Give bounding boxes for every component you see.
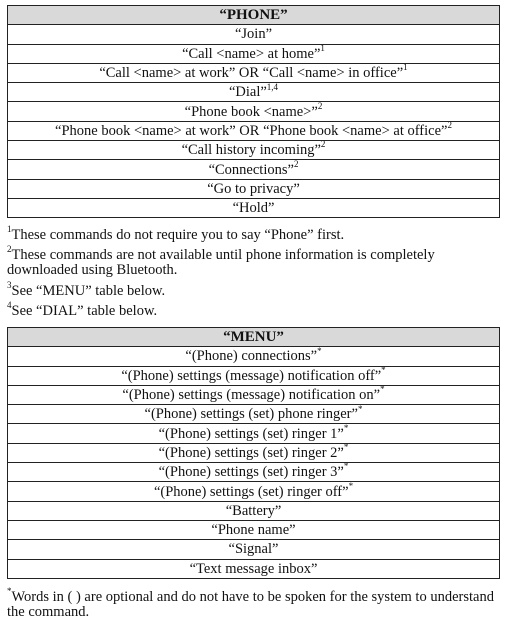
table-row: [8, 160, 500, 179]
menu-commands-table: [7, 327, 500, 579]
table-row: [8, 63, 500, 82]
command-text: “Signal”: [228, 541, 279, 558]
command-cell: [8, 443, 500, 462]
table-row: [8, 102, 500, 121]
command-text: “Phone name”: [211, 522, 296, 539]
command-text: “Call <name> at home”: [182, 45, 321, 62]
command-cell: [8, 179, 500, 198]
menu-table-header: “MENU”: [8, 328, 500, 347]
footnote-ref: 2: [447, 121, 452, 131]
menu-footnote: [7, 586, 502, 620]
command-cell: [8, 520, 500, 539]
table-row: [8, 501, 500, 520]
table-header-row: [8, 6, 500, 25]
command-text: “Text message inbox”: [189, 560, 318, 577]
footnote-ref: *: [348, 481, 354, 491]
command-text: “Dial”: [228, 84, 267, 101]
command-text: “(Phone) settings (set) ringer 2”: [158, 444, 344, 461]
table-row: [8, 424, 500, 443]
table-row: [8, 44, 500, 63]
command-text: “Go to privacy”: [207, 180, 300, 197]
phone-table-header: “PHONE”: [8, 6, 500, 25]
command-cell: [8, 424, 500, 443]
table-row: [8, 141, 500, 160]
footnote-ref: *: [343, 462, 349, 472]
command-text: “Phone book <name> at work” OR “Phone book <name> at office”: [55, 122, 448, 139]
command-text: “Phone book <name>”: [184, 103, 318, 120]
footnote-text: See “MENU” table below.: [11, 283, 166, 299]
table-header-row: [8, 328, 500, 347]
footnote-text: Words in ( ) are optional and do not have to be spoken for the system to understand the command.: [7, 589, 494, 620]
command-cell: [8, 482, 500, 501]
footnote-mark: 4: [7, 300, 12, 311]
footnote-ref: *: [380, 385, 385, 395]
command-text: “Call history incoming”: [181, 142, 321, 159]
footnote-ref: 2: [293, 159, 299, 169]
command-cell: [8, 405, 500, 424]
command-cell: [8, 385, 500, 404]
command-cell: [8, 160, 500, 179]
table-row: [8, 198, 500, 217]
table-row: [8, 366, 500, 385]
command-cell: [8, 540, 500, 559]
footnote-ref: *: [343, 443, 349, 453]
table-row: [8, 121, 500, 140]
footnote-1: [7, 224, 502, 243]
table-row: [8, 179, 500, 198]
footnote-3: [7, 280, 502, 299]
command-text: “(Phone) settings (message) notification on”: [122, 387, 381, 404]
command-text: “Connections”: [208, 161, 294, 178]
command-cell: [8, 102, 500, 121]
footnote-mark: *: [7, 586, 12, 597]
footnote-2: [7, 244, 502, 278]
footnote-text: See “DIAL” table below.: [11, 303, 158, 319]
command-cell: [8, 25, 500, 44]
command-cell: [8, 463, 500, 482]
command-cell: [8, 347, 500, 366]
table-row: [8, 405, 500, 424]
footnote-ref: 2: [320, 140, 326, 150]
footnote-ref: *: [357, 404, 363, 414]
footnote-ref: 1: [320, 44, 325, 53]
footnote-ref: *: [343, 423, 349, 433]
footnote-ref: 1,4: [266, 82, 279, 92]
table-row: [8, 520, 500, 539]
footnote-mark: 3: [7, 280, 12, 291]
command-text: “(Phone) settings (set) phone ringer”: [144, 406, 358, 423]
table-row: [8, 385, 500, 404]
footnote-ref: 1: [403, 63, 408, 73]
footnote-4: [7, 300, 502, 319]
footnote-mark: 1: [7, 224, 12, 235]
footnote-ref: *: [317, 346, 322, 356]
command-text: “Join”: [234, 26, 273, 43]
command-text: “(Phone) settings (set) ringer off”: [153, 483, 349, 500]
table-row: [8, 482, 500, 501]
table-row: [8, 347, 500, 366]
table-row: [8, 463, 500, 482]
footnote-text: These commands do not require you to say “Phone” first.: [11, 227, 345, 243]
footnote-ref: 2: [317, 101, 323, 111]
command-cell: [8, 366, 500, 385]
table-row: [8, 540, 500, 559]
table-row: [8, 443, 500, 462]
command-cell: [8, 559, 500, 578]
command-text: “(Phone) settings (message) notification off”: [121, 367, 382, 384]
command-text: “(Phone) connections”: [185, 348, 318, 365]
command-text: “Battery”: [225, 502, 282, 519]
command-cell: [8, 44, 500, 63]
command-cell: [8, 198, 500, 217]
command-cell: [8, 83, 500, 102]
footnote-ref: *: [381, 366, 386, 375]
command-text: “Hold”: [232, 200, 275, 217]
footnote-text: These commands are not available until phone information is completely downloaded using Bluetooth.: [7, 247, 435, 278]
phone-commands-table: [7, 5, 500, 218]
table-row: [8, 559, 500, 578]
command-text: “(Phone) settings (set) ringer 1”: [158, 425, 344, 442]
command-cell: [8, 501, 500, 520]
command-text: “Call <name> at work” OR “Call <name> in office”: [99, 65, 404, 82]
command-text: “(Phone) settings (set) ringer 3”: [158, 464, 344, 481]
table-row: [8, 83, 500, 102]
command-cell: [8, 141, 500, 160]
table-row: [8, 25, 500, 44]
command-cell: [8, 63, 500, 82]
footnote-mark: 2: [7, 244, 12, 255]
command-cell: [8, 121, 500, 140]
